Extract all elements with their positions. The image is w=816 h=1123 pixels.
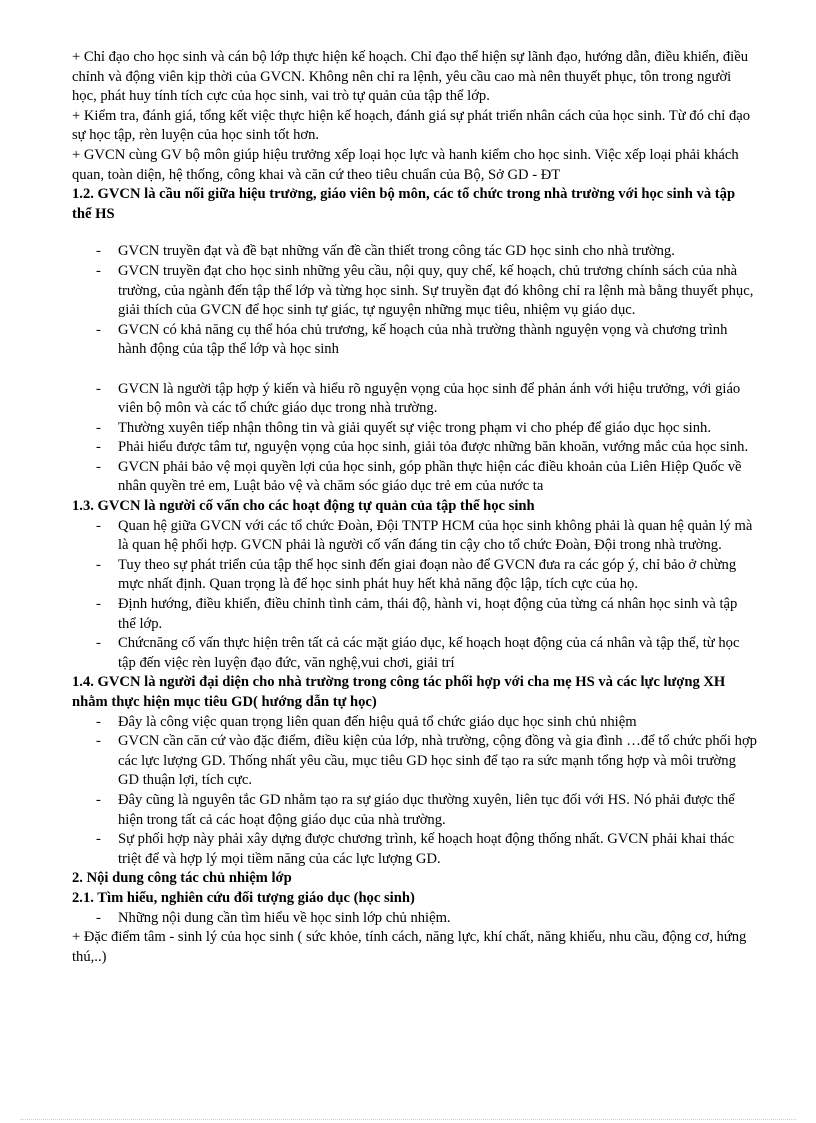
- intro-paragraph-1: + Chỉ đạo cho học sinh và cán bộ lớp thực hiện kế hoạch. Chỉ đạo thể hiện sự lãnh đạo, hướng dẫn, điều khiển, điều chỉnh và động viên kịp thời của GVCN. Không nên chỉ ra lệnh, yêu cầu cao mà nên thuyết phục, tôn trong người học, phát huy tính tích cực của học sinh, vai trò tự quản của tập thể lớp.: [72, 49, 748, 105]
- section-1-4-heading: 1.4. GVCN là người đại diện cho nhà trường trong công tác phối hợp với cha mẹ HS và các lực lượng XH nhằm thực hiện mục tiêu GD( hướng dẫn tự học): [72, 674, 726, 710]
- list-item: - GVCN phải bảo vệ mọi quyền lợi của học sinh, góp phần thực hiện các điều khoản của Liên Hiệp Quốc về nhân quyền trẻ em, Luật bảo vệ và chăm sóc giáo dục trẻ em của nước ta: [96, 458, 742, 495]
- intro-paragraph-2: + Kiểm tra, đánh giá, tổng kết việc thực hiện kế hoạch, đánh giá sự phát triển nhân cách của học sinh. Từ đó chỉ đạo sự học tập, rèn luyện của học sinh tốt hơn.: [72, 107, 751, 144]
- list-item: - Đây là công việc quan trọng liên quan đến hiệu quả tổ chức giáo dục học sinh chủ nhiệm: [72, 713, 758, 733]
- bullet-mark: -: [96, 380, 101, 397]
- bullet-mark: -: [96, 635, 101, 652]
- list-item: - GVCN là người tập hợp ý kiến và hiểu rõ nguyện vọng của học sinh để phản ánh với hiệu trưởng, với giáo viên bộ môn và các tổ chức giáo dục trong nhà trường.: [96, 380, 741, 417]
- bullet-mark: -: [96, 791, 101, 808]
- section-1-3-list: [72, 517, 758, 674]
- closing-paragraph: + Đặc điểm tâm - sinh lý của học sinh ( sức khỏe, tính cách, năng lực, khí chất, năng khiếu, nhu cầu, động cơ, hứng thú,..): [72, 929, 747, 965]
- document-page: [72, 48, 758, 967]
- bullet-mark: -: [96, 419, 101, 436]
- bullet-mark: -: [96, 556, 101, 573]
- bullet-mark: -: [96, 713, 101, 730]
- section-2-1-list: [72, 909, 758, 929]
- list-item: - GVCN có khả năng cụ thể hóa chủ trương, kế hoạch của nhà trường thành nguyện vọng và chương trình hành động của tập thể lớp và học sinh: [96, 321, 728, 358]
- list-item: - Chứcnăng cố vấn thực hiện trên tất cả các mặt giáo dục, kế hoạch hoạt động của cá nhân và tập thể, từ học tập đến việc rèn luyện đạo đức, văn nghệ,vui chơi, giải trí: [96, 635, 740, 671]
- bullet-mark: -: [96, 439, 101, 456]
- list-item: - Những nội dung cần tìm hiểu về học sinh lớp chủ nhiệm.: [72, 909, 758, 929]
- section-2-1-heading: 2.1. Tìm hiểu, nghiên cứu đối tượng giáo dục (học sinh): [72, 889, 415, 906]
- list-item: - Định hướng, điều khiển, điều chỉnh tình cảm, thái độ, hành vi, hoạt động của từng cá nhân học sinh và tập thể lớp.: [96, 596, 738, 632]
- bullet-mark: -: [96, 458, 101, 475]
- bullet-mark: -: [96, 831, 101, 848]
- list-item: - GVCN cần căn cứ vào đặc điểm, điều kiện của lớp, nhà trường, cộng đồng và gia đình …để tổ chức phối hợp các lực lượng GD. Thống nhất yêu cầu, mục tiêu GD học sinh để tạo ra sức mạnh tổng hợp và môi trường GD thuận lợi, tích cực.: [96, 733, 757, 789]
- bullet-mark: -: [96, 262, 101, 279]
- section-2-heading: 2. Nội dung công tác chủ nhiệm lớp: [72, 870, 292, 887]
- bullet-mark: -: [96, 909, 101, 926]
- bullet-mark: -: [96, 321, 101, 338]
- list-item: - Đây cũng là nguyên tắc GD nhằm tạo ra sự giáo dục thường xuyên, liên tục đối với HS. Nó phải được thể hiện trong tất cả các hoạt động giáo dục của nhà trường.: [96, 791, 735, 828]
- section-1-3-heading: 1.3. GVCN là người cố vấn cho các hoạt động tự quản của tập thể học sinh: [72, 498, 535, 515]
- bullet-mark: -: [96, 733, 101, 750]
- list-item: - Thường xuyên tiếp nhận thông tin và giải quyết sự việc trong phạm vi cho phép để giáo dục học sinh.: [72, 419, 758, 439]
- bullet-mark: -: [96, 243, 101, 260]
- section-1-2-heading: 1.2. GVCN là cầu nối giữa hiệu trưởng, giáo viên bộ môn, các tổ chức trong nhà trường với học sinh và tập thể HS: [72, 186, 736, 222]
- intro-paragraph-3: + GVCN cùng GV bộ môn giúp hiệu trưởng xếp loại học lực và hanh kiểm cho học sinh. Việc xếp loại phải khách quan, toàn diện, hệ thống, công khai và căn cứ theo tiêu chuẩn của Bộ, Sở GD - ĐT: [72, 146, 739, 183]
- section-1-4-list: [72, 713, 758, 870]
- list-item: - Phải hiểu được tâm tư, nguyện vọng của học sinh, giải tỏa được những băn khoăn, vướng mắc của học sinh.: [72, 438, 758, 458]
- section-1-2-list-a: [72, 242, 758, 360]
- bullet-mark: -: [96, 517, 101, 534]
- list-item: - Tuy theo sự phát triển của tập thể học sinh đến giai đoạn nào để GVCN đưa ra các góp ý, chỉ bảo ở chừng mực nhất định. Quan trọng là để học sinh phát huy hết khả năng độc lập, tích cực của họ.: [96, 556, 737, 593]
- list-item: - Quan hệ giữa GVCN với các tổ chức Đoàn, Đội TNTP HCM của học sinh không phải là quan hệ quản lý mà là quan hệ phối hợp. GVCN phải là người cố vấn đáng tin cậy cho tổ chức Đoàn, Đội trong nhà trường.: [96, 517, 753, 554]
- list-item: - GVCN truyền đạt và đề bạt những vấn đề cần thiết trong công tác GD học sinh cho nhà trường.: [72, 242, 758, 262]
- list-item: - Sự phối hợp này phải xây dựng được chương trình, kế hoạch hoạt động thống nhất. GVCN phải khai thác triệt để và hợp lý mọi tiềm năng của các lực lượng GD.: [96, 831, 735, 867]
- list-item: - GVCN truyền đạt cho học sinh những yêu cầu, nội quy, quy chế, kế hoạch, chủ trương chính sách của nhà trường, của ngành đến tập thể lớp và từng học sinh. Sự truyền đạt đó không chỉ ra lệnh mà bằng thuyết phục, giải thích của GVCN để học sinh tự giác, tự nguyện những mục tiêu, nhiệm vụ giáo dục.: [96, 262, 754, 319]
- page-bottom-divider: [20, 1119, 796, 1120]
- bullet-mark: -: [96, 596, 101, 613]
- section-1-2-list-b: [72, 380, 758, 498]
